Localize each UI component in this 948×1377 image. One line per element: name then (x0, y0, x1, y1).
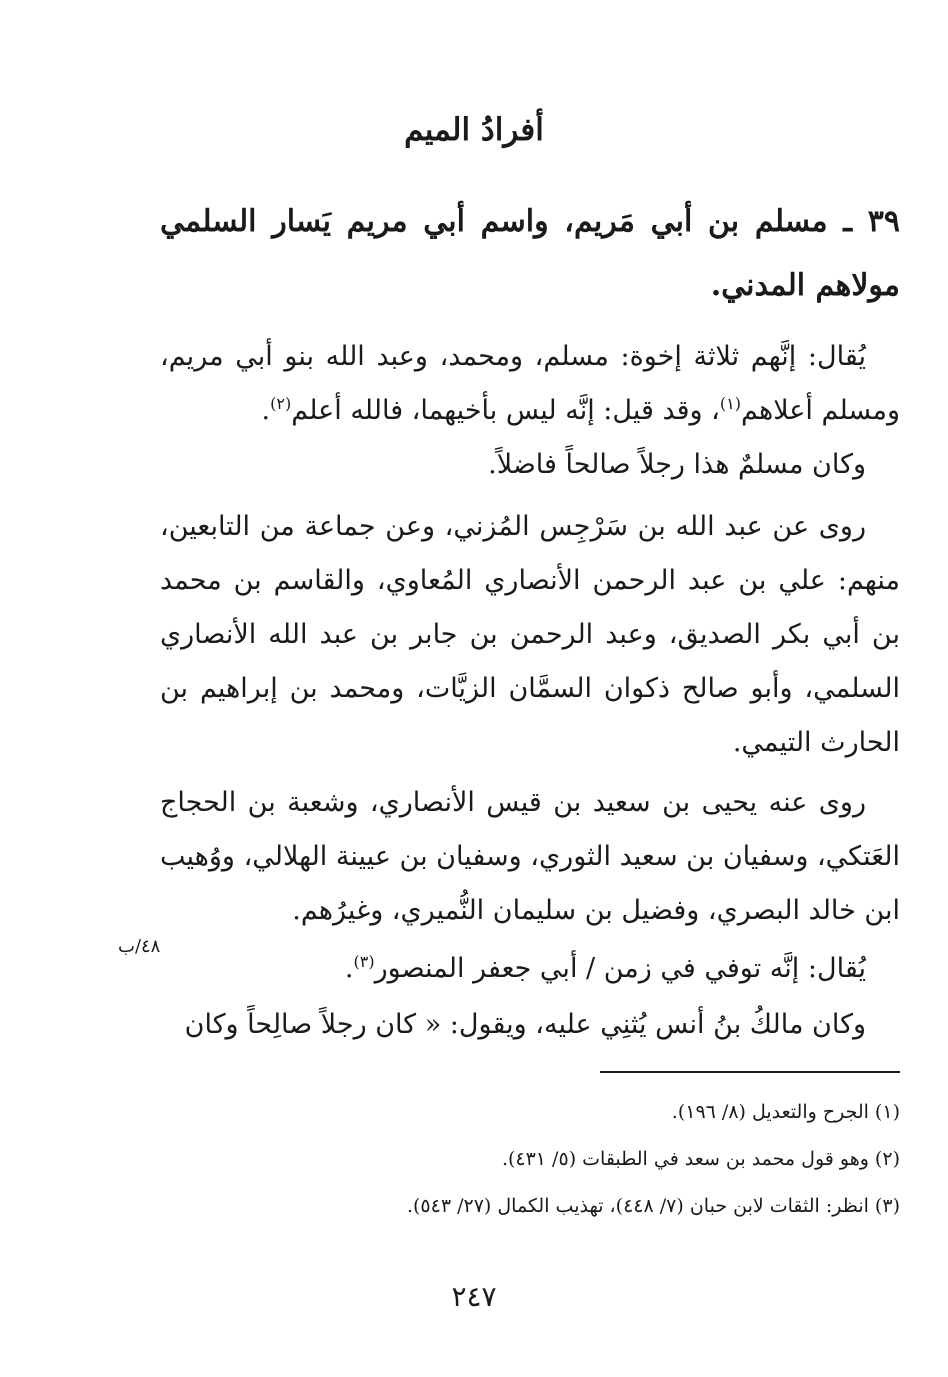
footnote-ref-2[interactable]: (٢) (270, 394, 292, 413)
footnote-ref-1[interactable]: (١) (719, 394, 741, 413)
paragraph-virtue: وكان مسلمٌ هذا رجلاً صالحاً فاضلاً. (488, 449, 866, 480)
paragraph-text: يُقال: إنَّهم ثلاثة إخوة: مسلم، ومحمد، وعبد الله بنو أبي مريم، ومسلم أعلاهم (160, 341, 900, 426)
entry-heading: ٣٩ ـ مسلم بن أبي مَريم، واسم أبي مريم يَسار السلمي مولاهم المدني. (160, 204, 900, 303)
footnote-1: (١) الجرح والتعديل (٨/ ١٩٦). (671, 1101, 900, 1123)
paragraph-brothers (160, 330, 900, 438)
paragraph-text: يُقال: إنَّه توفي في زمن / أبي جعفر المنصور (374, 953, 866, 984)
paragraph-malik: وكان مالكُ بنُ أنس يُثنِي عليه، ويقول: « كان رجلاً صالِحاً وكان (184, 1009, 866, 1040)
manuscript-folio-note: ٤٨/ب (118, 936, 161, 957)
footnote-ref-3[interactable]: (٣) (353, 952, 375, 971)
footnote-divider (600, 1071, 900, 1073)
paragraph-death (160, 942, 900, 996)
paragraph-narrated-by: روى عنه يحيى بن سعيد بن قيس الأنصاري، وشعبة بن الحجاج العَتكي، وسفيان بن سعيد الثوري، وسفيان بن عيينة الهلالي، ووُهيب ابن خالد البصري، وفضيل بن سليمان النُّميري، وغيرُهم. (160, 787, 900, 926)
paragraph-narrated-from: روى عن عبد الله بن سَرْجِس المُزني، وعن جماعة من التابعين، منهم: علي بن عبد الرحمن الأنصاري المُعاوي، والقاسم بن محمد بن أبي بكر الصديق، وعبد الرحمن بن جابر بن عبد الله الأنصاري السلمي، وأبو صالح ذكوان السمَّان الزيَّات، ومحمد بن إبراهيم بن الحارث التيمي. (160, 511, 900, 758)
section-title: أفرادُ الميم (404, 112, 544, 148)
footnote-3: (٣) انظر: الثقات لابن حبان (٧/ ٤٤٨)، تهذيب الكمال (٢٧/ ٥٤٣). (406, 1195, 900, 1217)
page-number: ٢٤٧ (451, 1280, 497, 1313)
footnote-2: (٢) وهو قول محمد بن سعد في الطبقات (٥/ ٤٣١). (501, 1148, 900, 1170)
paragraph-text: . (261, 395, 271, 426)
paragraph-text: ، وقد قيل: إنَّه ليس بأخيهما، فالله أعلم (291, 395, 720, 426)
paragraph-text: . (344, 953, 354, 984)
